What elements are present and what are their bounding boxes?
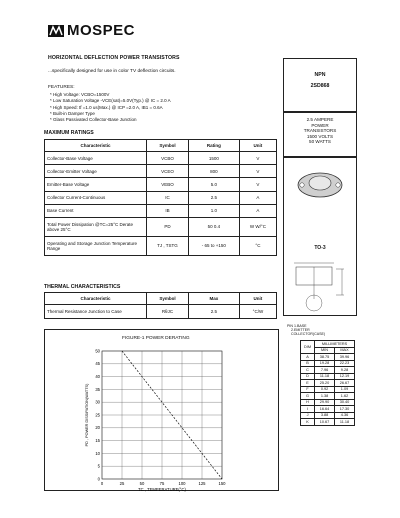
- package-name: TO-3: [314, 245, 326, 251]
- cell-unit: A: [239, 204, 276, 217]
- cell-symbol: VEBO: [147, 178, 189, 191]
- power-derating-chart: [44, 329, 277, 492]
- thermal-title: THERMAL CHARACTERISTICS: [44, 284, 121, 290]
- header-symbol: Symbol: [147, 140, 189, 152]
- package-box: [283, 156, 357, 316]
- cell-max: 1.62: [335, 393, 355, 400]
- rating-line: 1500 VOLTS: [306, 133, 334, 139]
- cell-symbol: TJ , TSTG: [147, 236, 189, 255]
- cell-characteristic: Collector Current-Continuous: [45, 191, 147, 204]
- header-dim: DIM: [301, 341, 315, 354]
- y-tick-label: 40: [95, 374, 100, 379]
- cell-min: 25.20: [315, 380, 335, 387]
- cell-min: 3.88: [315, 412, 335, 419]
- table-row: [45, 152, 277, 165]
- rating-line: 50 WATTS: [309, 139, 331, 145]
- cell-unit: V: [239, 178, 276, 191]
- cell-min: 16.64: [315, 406, 335, 413]
- cell-dim: J: [301, 412, 315, 419]
- brand-mark-icon: [48, 25, 64, 37]
- cell-dim: E: [301, 380, 315, 387]
- rating-line: 2.5 AMPERE: [306, 117, 334, 122]
- cell-max: 12.19: [335, 373, 355, 380]
- part-number: 2SD868: [310, 83, 330, 89]
- to3-package-icon: [284, 167, 356, 207]
- cell-dim: I: [301, 406, 315, 413]
- cell-dim: B: [301, 360, 315, 367]
- feature-item: * Built-in Damper Type: [50, 110, 95, 116]
- x-tick-label: 75: [159, 481, 165, 486]
- cell-rating: 1500: [188, 152, 239, 165]
- features-title: FEATURES:: [48, 85, 75, 90]
- cell-max: 2.5: [188, 305, 239, 319]
- y-tick-label: 20: [95, 425, 100, 431]
- part-type: NPN: [314, 72, 326, 78]
- table-header-row: [45, 140, 277, 152]
- cell-min: 38.75: [315, 354, 335, 361]
- header-millimeters: MILLIMETERS: [315, 341, 355, 348]
- cell-unit: A: [239, 191, 276, 204]
- cell-dim: D: [301, 373, 315, 380]
- cell-max: 4.36: [335, 412, 355, 419]
- cell-max: 9.28: [335, 367, 355, 374]
- cell-characteristic: Collector-Emitter Voltage: [45, 165, 147, 178]
- x-tick-label: 25: [119, 481, 125, 486]
- y-tick-label: 50: [95, 348, 100, 354]
- header-characteristic: Characteristic: [45, 293, 147, 305]
- pin-line: COLLECTOR(CASE): [291, 332, 326, 337]
- table-row: [301, 419, 355, 426]
- cell-symbol: IC: [147, 191, 189, 204]
- table-row: [45, 191, 277, 204]
- pin-line: PIN 1.BASE: [287, 324, 307, 328]
- header-unit: Unit: [239, 140, 276, 152]
- y-tick-label: 45: [95, 361, 100, 367]
- cell-max: 17.30: [335, 406, 355, 413]
- cell-min: 7.96: [315, 367, 335, 374]
- cell-characteristic: Base Current: [45, 204, 147, 217]
- table-row: [45, 204, 277, 217]
- cell-characteristic: Thermal Resistance Junction to Case: [45, 305, 147, 319]
- table-row: [45, 236, 277, 255]
- max-ratings-table: [44, 139, 277, 256]
- max-ratings-title: MAXIMUM RATINGS: [44, 130, 94, 136]
- y-tick-label: 30: [95, 399, 100, 405]
- doc-subtitle: ...specifically designed for use in color TV deflection circuits.: [48, 69, 176, 74]
- cell-characteristic: Emitter-Base Voltage: [45, 178, 147, 191]
- header-unit: Unit: [239, 293, 276, 305]
- header-characteristic: Characteristic: [45, 140, 147, 152]
- x-axis-label: TC , TEMPERATURE(°C): [138, 487, 186, 492]
- feature-item: * High Voltage: VCBO=1500V: [50, 92, 110, 97]
- cell-max: 30.40: [335, 399, 355, 406]
- header-symbol: Symbol: [147, 293, 189, 305]
- doc-title: HORIZONTAL DEFLECTION POWER TRANSISTORS: [48, 55, 180, 61]
- cell-rating: - 65 to +150: [188, 236, 239, 255]
- brand-logo: [48, 22, 135, 39]
- feature-item: * Glass Passivated Collector-Base Junction: [50, 117, 137, 123]
- cell-rating: 1.0: [188, 204, 239, 217]
- x-tick-label: 50: [139, 481, 145, 486]
- header-max: Max: [188, 293, 239, 305]
- table-header-row: [45, 293, 277, 305]
- cell-min: 10.67: [315, 419, 335, 426]
- cell-unit: °C/W: [239, 305, 276, 319]
- y-axis-label: PD , POWER DISSIPATION(WATTS): [85, 383, 89, 447]
- header-min: MIN: [315, 347, 335, 354]
- cell-symbol: VCEO: [147, 165, 189, 178]
- cell-max: 22.23: [335, 360, 355, 367]
- features-list: [50, 92, 171, 123]
- feature-item: * High Speed: tf =1.0 us(Max.) @ ICP =2.0 A, IB1 = 0.6A: [50, 104, 163, 110]
- cell-max: 1.09: [335, 386, 355, 393]
- thermal-table: [44, 292, 277, 319]
- table-row: [45, 165, 277, 178]
- x-tick-label: 100: [178, 481, 186, 486]
- x-tick-label: 0: [100, 481, 104, 486]
- rating-box: [283, 111, 357, 158]
- cell-dim: G: [301, 393, 315, 400]
- cell-dim: H: [301, 399, 315, 406]
- cell-min: 29.90: [315, 399, 335, 406]
- dimensions-table: [300, 340, 355, 426]
- y-tick-label: 10: [95, 450, 100, 456]
- cell-characteristic: Total Power Dissipation @TC=25°C Derate above 25°C: [45, 217, 147, 236]
- cell-dim: F: [301, 386, 315, 393]
- rating-line: TRANSISTORS: [303, 128, 337, 134]
- cell-unit: V: [239, 152, 276, 165]
- feature-item: * Low Saturation Voltage -VCE(sat)=5.0V(Typ.) @ IC = 2.0 A: [50, 98, 171, 104]
- table-row: [45, 217, 277, 236]
- x-tick-label: 125: [198, 481, 206, 486]
- y-tick-label: 5: [97, 463, 100, 469]
- cell-unit: V: [239, 165, 276, 178]
- cell-characteristic: Collector-Base Voltage: [45, 152, 147, 165]
- cell-rating: 800: [188, 165, 239, 178]
- cell-min: 0.92: [315, 386, 335, 393]
- brand-name: MOSPEC: [67, 22, 136, 39]
- cell-max: 39.96: [335, 354, 355, 361]
- pin-notes: [287, 324, 325, 337]
- cell-max: 11.18: [335, 419, 355, 426]
- cell-unit: °C: [239, 236, 276, 255]
- x-tick-label: 150: [218, 481, 226, 486]
- cell-symbol: IB: [147, 204, 189, 217]
- header-rating: Rating: [188, 140, 239, 152]
- cell-symbol: VCBO: [147, 152, 189, 165]
- cell-dim: K: [301, 419, 315, 426]
- part-box: [283, 58, 357, 113]
- table-row: [45, 305, 277, 319]
- y-tick-label: 25: [95, 412, 100, 418]
- y-tick-label: 15: [95, 438, 100, 443]
- cell-rating: 2.5: [188, 191, 239, 204]
- cell-rating: 50 0.4: [188, 217, 239, 236]
- cell-symbol: RθJC: [147, 305, 189, 319]
- cell-characteristic: Operating and Storage Junction Temperature Range: [45, 236, 147, 255]
- rating-line: POWER: [311, 122, 329, 128]
- y-tick-label: 35: [95, 386, 100, 392]
- chart-title: FIGURE-1 POWER DERATING: [122, 336, 190, 341]
- pin-line: 2.EMITTER: [291, 328, 310, 333]
- cell-max: 26.67: [335, 380, 355, 387]
- cell-symbol: PD: [147, 217, 189, 236]
- package-outline-drawing: [284, 255, 356, 315]
- cell-min: 19.28: [315, 360, 335, 367]
- cell-dim: A: [301, 354, 315, 361]
- cell-dim: C: [301, 367, 315, 374]
- header-max: MAX: [335, 347, 355, 354]
- y-tick-label: 0: [97, 476, 100, 482]
- table-row: [45, 178, 277, 191]
- cell-rating: 5.0: [188, 178, 239, 191]
- cell-min: 11.18: [315, 373, 335, 380]
- cell-min: 1.38: [315, 393, 335, 400]
- cell-unit: W W/°C: [239, 217, 276, 236]
